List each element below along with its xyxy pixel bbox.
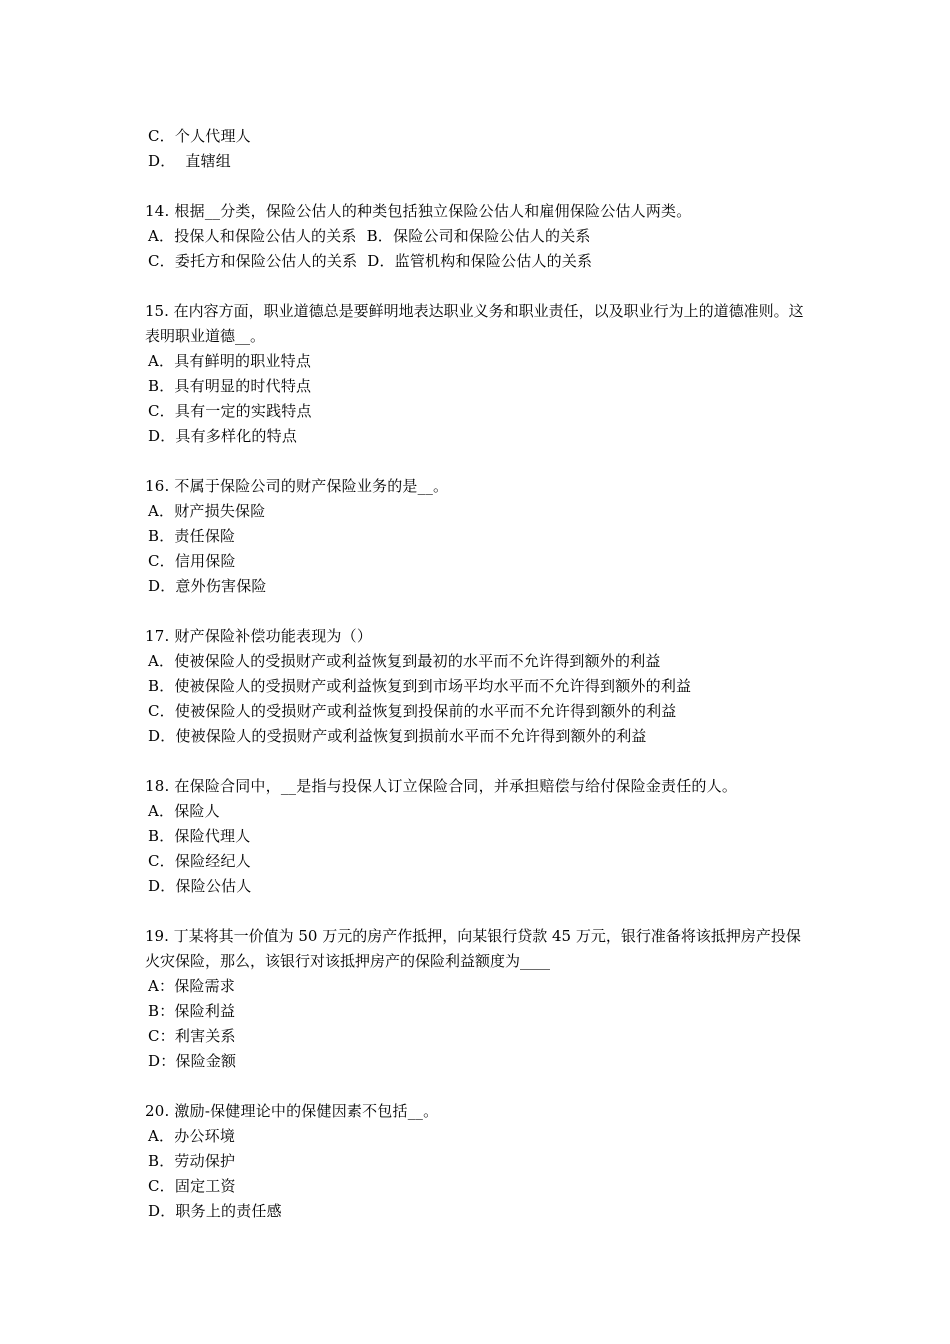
question-18-option-d: D．保险公估人: [148, 877, 252, 895]
question-17-option-d: D．使被保险人的受损财产或利益恢复到损前水平而不允许得到额外的利益: [148, 727, 647, 745]
question-17-option-b: B．使被保险人的受损财产或利益恢复到到市场平均水平而不允许得到额外的利益: [148, 677, 692, 695]
question-19-option-d: D：保险金额: [148, 1052, 237, 1070]
question-18-option-b: B．保险代理人: [148, 827, 251, 845]
question-15-option-d: D．具有多样化的特点: [148, 427, 298, 445]
spacer: [145, 749, 810, 774]
question-16-stem: 16. 不属于保险公司的财产保险业务的是__。: [145, 477, 449, 495]
spacer: [145, 899, 810, 924]
question-20-option-d: D．职务上的责任感: [148, 1202, 282, 1220]
question-18-stem: 18. 在保险合同中，__是指与投保人订立保险合同，并承担赔偿与给付保险金责任的人。: [145, 777, 738, 795]
question-19-stem: 19. 丁某将其一价值为 50 万元的房产作抵押，向某银行贷款 45 万元，银行准备将该抵押房产投保火灾保险，那么，该银行对该抵押房产的保险利益额度为____: [145, 927, 801, 970]
question-20-option-b: B．劳动保护: [148, 1152, 236, 1170]
question-15-option-c: C．具有一定的实践特点: [148, 402, 312, 420]
spacer: [145, 599, 810, 624]
question-15-stem: 15. 在内容方面，职业道德总是要鲜明地表达职业义务和职业责任，以及职业行为上的道德准则。这表明职业道德__。: [145, 302, 804, 345]
question-20-option-c: C．固定工资: [148, 1177, 236, 1195]
question-17-option-a: A．使被保险人的受损财产或利益恢复到最初的水平而不允许得到额外的利益: [148, 652, 661, 670]
spacer: [145, 274, 810, 299]
question-19-option-b: B：保险利益: [148, 1002, 236, 1020]
question-16-option-a: A．财产损失保险: [148, 502, 266, 520]
question-16-option-c: C．信用保险: [148, 552, 236, 570]
question-17-option-c: C．使被保险人的受损财产或利益恢复到投保前的水平而不允许得到额外的利益: [148, 702, 677, 720]
question-16-option-b: B．责任保险: [148, 527, 236, 545]
spacer: [145, 449, 810, 474]
question-14-option-ab: A．投保人和保险公估人的关系 B．保险公司和保险公估人的关系: [148, 227, 591, 245]
question-list: [145, 124, 810, 1224]
option-d: D． 直辖组: [148, 152, 231, 170]
question-14-option-cd: C．委托方和保险公估人的关系 D．监管机构和保险公估人的关系: [148, 252, 593, 270]
question-20-stem: 20. 激励-保健理论中的保健因素不包括__。: [145, 1102, 439, 1120]
question-19-option-c: C：利害关系: [148, 1027, 236, 1045]
spacer: [145, 174, 810, 199]
question-15-option-a: A．具有鲜明的职业特点: [148, 352, 312, 370]
question-16-option-d: D．意外伤害保险: [148, 577, 267, 595]
question-19-option-a: A：保险需求: [148, 977, 236, 995]
question-18-option-a: A．保险人: [148, 802, 220, 820]
option-c: C．个人代理人: [148, 127, 251, 145]
question-15-option-b: B．具有明显的时代特点: [148, 377, 312, 395]
question-14-stem: 14. 根据__分类，保险公估人的种类包括独立保险公估人和雇佣保险公估人两类。: [145, 202, 692, 220]
spacer: [145, 1074, 810, 1099]
question-17-stem: 17. 财产保险补偿功能表现为（）: [145, 627, 373, 645]
question-18-option-c: C．保险经纪人: [148, 852, 251, 870]
question-20-option-a: A．办公环境: [148, 1127, 236, 1145]
